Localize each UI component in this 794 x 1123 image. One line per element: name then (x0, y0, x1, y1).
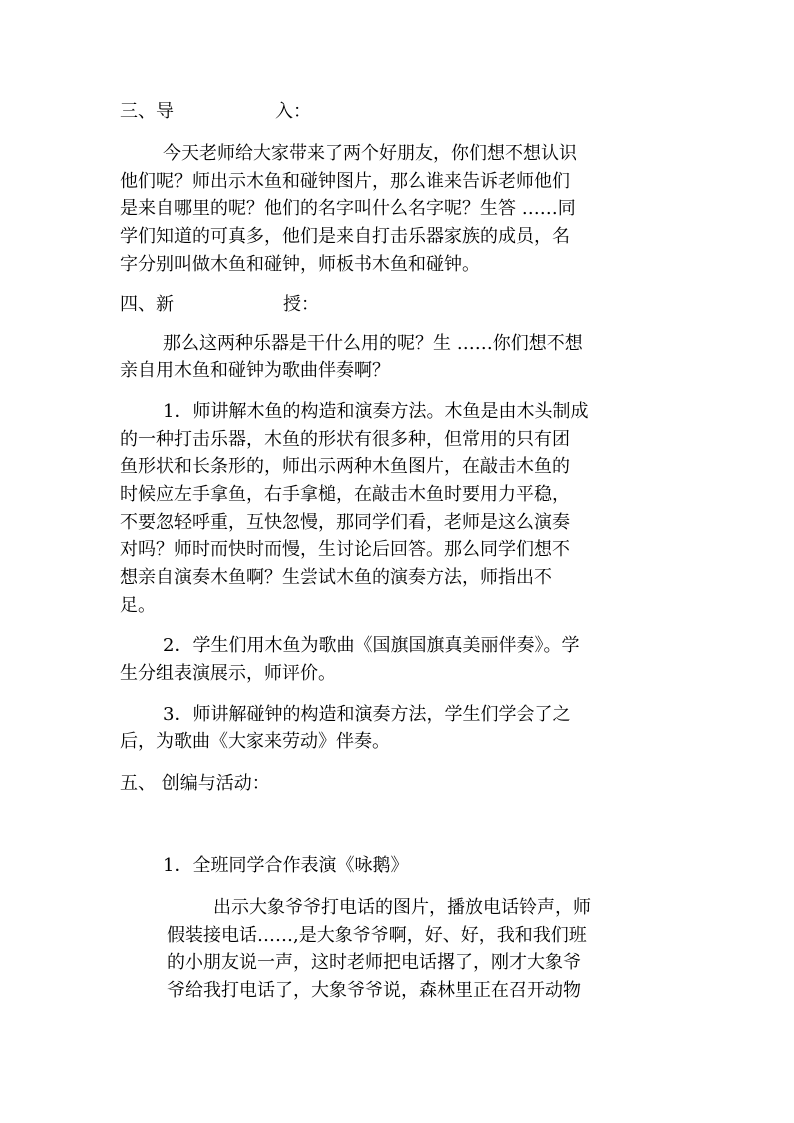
section-4-heading-prefix: 四、新 (120, 294, 174, 315)
paragraph-line: 1．师讲解木鱼的构造和演奏方法。木鱼是由木头制成 (163, 401, 589, 422)
paragraph-line: 出示大象爷爷打电话的图片，播放电话铃声，师 (213, 897, 591, 918)
paragraph-line: 鱼形状和长条形的，师出示两种木鱼图片，在敲击木鱼的 (120, 456, 570, 477)
section-4-heading-suffix: 授： (283, 294, 319, 315)
paragraph-line: 是来自哪里的呢？他们的名字叫什么名字呢？生答 ……同 (120, 198, 576, 219)
paragraph-line: 时候应左手拿鱼，右手拿槌，在敲击木鱼时要用力平稳， (120, 484, 570, 505)
paragraph-line: 假装接电话……,是大象爷爷啊，好、好，我和我们班 (167, 925, 587, 946)
paragraph-line: 后，为歌曲《大家来劳动》伴奏。 (120, 731, 390, 752)
paragraph-line: 的一种打击乐器，木鱼的形状有很多种，但常用的只有团 (120, 429, 570, 450)
paragraph-line: 他们呢？师出示木鱼和碰钟图片，那么谁来告诉老师他们 (120, 171, 570, 192)
paragraph-line: 学们知道的可真多，他们是来自打击乐器家族的成员，名 (120, 226, 570, 247)
section-3-heading-prefix: 三、导 (120, 101, 174, 122)
paragraph-line: 不要忽轻呼重，互快忽慢，那同学们看，老师是这么演奏 (120, 512, 570, 533)
paragraph-line: 想亲自演奏木鱼啊？生尝试木鱼的演奏方法，师指出不 (120, 567, 552, 588)
paragraph-line: 今天老师给大家带来了两个好朋友，你们想不想认识 (163, 143, 577, 164)
section-3-heading-suffix: 入： (275, 101, 311, 122)
paragraph-line: 亲自用木鱼和碰钟为歌曲伴奏啊？ (120, 360, 390, 381)
paragraph-line: 字分别叫做木鱼和碰钟，师板书木鱼和碰钟。 (120, 254, 480, 275)
activity-item: 1．全班同学合作表演《咏鹅》 (163, 855, 409, 876)
paragraph-line: 的小朋友说一声，这时老师把电话撂了，刚才大象爷 (167, 952, 581, 973)
section-5-heading: 五、 创编与活动： (120, 773, 270, 794)
paragraph-line: 2．学生们用木鱼为歌曲《国旗国旗真美丽伴奏》。学 (163, 635, 580, 656)
paragraph-line: 那么这两种乐器是干什么用的呢？生 ……你们想不想 (163, 333, 583, 354)
paragraph-line: 足。 (120, 595, 156, 616)
paragraph-line: 生分组表演展示，师评价。 (120, 663, 336, 684)
paragraph-line: 3．师讲解碰钟的构造和演奏方法，学生们学会了之 (163, 704, 571, 725)
paragraph-line: 爷给我打电话了，大象爷爷说，森林里正在召开动物 (167, 980, 581, 1001)
paragraph-line: 对吗？师时而快时而慢，生讨论后回答。那么同学们想不 (120, 539, 570, 560)
